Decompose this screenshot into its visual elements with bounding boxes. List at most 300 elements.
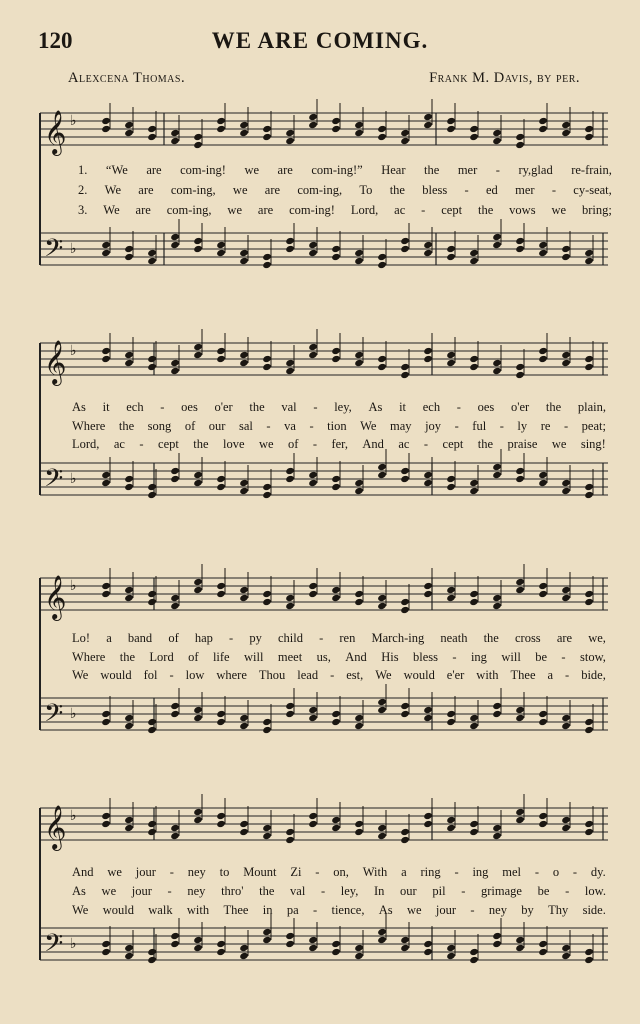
note — [331, 333, 341, 363]
note — [584, 934, 594, 964]
lyric-syllable: va — [284, 419, 296, 433]
note — [400, 223, 410, 253]
lyric-syllable: ac — [394, 203, 406, 217]
lyric-syllable: val — [281, 400, 297, 414]
lyric-syllable: e'er — [446, 668, 465, 682]
note — [216, 798, 226, 828]
note — [423, 692, 433, 722]
note — [492, 688, 502, 718]
lyric-syllable: mel — [502, 865, 521, 879]
note — [354, 235, 364, 265]
lyric-syllable: sal — [238, 419, 253, 433]
note — [216, 696, 226, 726]
note — [331, 231, 341, 261]
lyric-syllable: sing! — [580, 437, 606, 451]
note — [216, 227, 226, 257]
lyric-syllable: - — [320, 884, 326, 898]
note — [423, 333, 433, 363]
note — [492, 115, 502, 145]
note — [285, 453, 295, 483]
lyric-syllable: In — [373, 884, 385, 898]
note — [584, 341, 594, 371]
lyric-syllable: we — [244, 163, 260, 177]
note — [423, 457, 433, 487]
note — [469, 111, 479, 141]
flat-icon: ♭ — [70, 344, 77, 359]
flat-icon: ♭ — [70, 579, 77, 594]
note — [101, 333, 111, 363]
lyric-syllable: lead — [297, 668, 319, 682]
note — [515, 922, 525, 952]
note — [354, 337, 364, 367]
lyric-syllable: - — [169, 865, 174, 879]
lyric-syllable: - — [312, 903, 318, 917]
lyric-syllable: cept — [441, 203, 463, 217]
note — [584, 235, 594, 265]
note — [469, 700, 479, 730]
lyric-syllable: we — [227, 203, 242, 217]
lyric-syllable: the — [389, 183, 405, 197]
note — [515, 794, 525, 824]
note — [124, 930, 134, 960]
lyric-syllable: - — [456, 400, 461, 414]
lyric-syllable: we — [101, 884, 117, 898]
lyric-syllable: the — [118, 419, 135, 433]
lyric-syllable: fol — [143, 668, 158, 682]
lyric-syllable: “We — [105, 163, 128, 177]
treble-clef-icon: 𝄞 — [44, 577, 67, 619]
lyric-syllable: com-ing, — [166, 203, 212, 217]
lyric-syllable: ech — [422, 400, 441, 414]
note — [147, 235, 157, 265]
lyric-syllable: And — [345, 650, 367, 664]
lyric-syllable: will — [501, 650, 521, 664]
lyric-line — [72, 437, 606, 452]
note — [147, 469, 157, 499]
hymn-title: WE ARE COMING. — [211, 28, 429, 53]
note — [331, 572, 341, 602]
bass-clef-icon: 𝄢 — [44, 700, 64, 733]
lyric-syllable: plain, — [577, 400, 606, 414]
lyric-syllable: are — [257, 203, 274, 217]
lyric-syllable: ney — [488, 903, 507, 917]
page-number: 120 — [38, 28, 73, 53]
lyric-syllable: - — [330, 668, 335, 682]
note — [538, 696, 548, 726]
note — [584, 111, 594, 141]
note — [446, 231, 456, 261]
lyric-syllable: cept — [442, 437, 464, 451]
note — [101, 696, 111, 726]
flat-icon: ♭ — [70, 472, 77, 487]
note — [170, 918, 180, 948]
lyric-syllable: praise — [507, 437, 538, 451]
lyric-syllable: child — [277, 631, 303, 645]
note — [124, 700, 134, 730]
lyric-line — [72, 668, 606, 683]
lyric-syllable: are — [277, 163, 293, 177]
note — [101, 798, 111, 828]
lyric-line — [72, 419, 606, 434]
lyric-syllable: pa — [286, 903, 299, 917]
note — [446, 103, 456, 133]
lyric-syllable: our — [208, 419, 226, 433]
lyric-syllable: bide, — [581, 668, 606, 682]
lyric-syllable: And — [362, 437, 384, 451]
lyric-line — [72, 631, 606, 646]
lyric-syllable: - — [452, 650, 457, 664]
note — [584, 806, 594, 836]
lyric-syllable: stow, — [580, 650, 606, 664]
lyric-syllable: pil — [432, 884, 446, 898]
lyric-syllable: we — [551, 437, 567, 451]
note — [469, 341, 479, 371]
note — [469, 576, 479, 606]
lyric-syllable: Lord, — [72, 437, 100, 451]
lyric-syllable: the — [193, 437, 209, 451]
note — [193, 794, 203, 824]
lyric-syllable: Thee — [510, 668, 536, 682]
note — [469, 235, 479, 265]
lyric-syllable: ley, — [340, 884, 359, 898]
lyric-syllable: o'er — [510, 400, 530, 414]
note — [124, 337, 134, 367]
note — [538, 333, 548, 363]
note — [515, 119, 525, 149]
lyric-syllable: the — [477, 203, 494, 217]
lyric-syllable: ing — [470, 650, 487, 664]
lyric-syllable: be — [537, 884, 550, 898]
note — [216, 568, 226, 598]
lyric-syllable: walk — [148, 903, 173, 917]
lyric-syllable: be — [535, 650, 548, 664]
note — [423, 99, 433, 129]
lyric-syllable: of — [168, 631, 179, 645]
note — [538, 926, 548, 956]
lyric-syllable: ed — [486, 183, 498, 197]
lyric-syllable: by — [521, 903, 534, 917]
lyric-syllable: com-ing!” — [311, 163, 363, 177]
note — [446, 930, 456, 960]
lyric-syllable: - — [229, 631, 234, 645]
note — [285, 580, 295, 610]
lyric-syllable: love — [223, 437, 245, 451]
lyric-syllable: the — [249, 400, 265, 414]
note — [377, 239, 387, 269]
note — [354, 700, 364, 730]
lyric-syllable: As — [378, 903, 393, 917]
lyric-syllable: in — [262, 903, 273, 917]
note — [400, 584, 410, 614]
lyric-syllable: bless — [422, 183, 448, 197]
lyric-syllable: cept — [158, 437, 179, 451]
note — [469, 934, 479, 964]
flat-icon: ♭ — [70, 707, 77, 722]
lyric-syllable: re-frain, — [571, 163, 612, 177]
lyric-syllable: 1. — [78, 163, 88, 177]
note — [147, 934, 157, 964]
note — [193, 564, 203, 594]
note — [308, 568, 318, 598]
composer-credit: Frank M. Davis, by per. — [429, 70, 580, 86]
note — [354, 465, 364, 495]
lyric-syllable: com-ing! — [289, 203, 335, 217]
note — [308, 692, 318, 722]
lyric-syllable: And — [72, 865, 94, 879]
flat-icon: ♭ — [70, 937, 77, 952]
note — [262, 704, 272, 734]
note — [446, 572, 456, 602]
lyric-line — [78, 203, 612, 218]
lyric-syllable: - — [461, 884, 466, 898]
note — [377, 684, 387, 714]
lyric-syllable: low. — [584, 884, 606, 898]
note — [147, 806, 157, 836]
lyric-syllable: We — [360, 419, 377, 433]
lyric-syllable: ac — [113, 437, 125, 451]
note — [561, 572, 571, 602]
lyric-syllable: the — [119, 650, 135, 664]
note — [492, 580, 502, 610]
note — [515, 223, 525, 253]
lyric-syllable: mer — [515, 183, 535, 197]
lyric-syllable: ry,glad — [518, 163, 553, 177]
lyric-line — [72, 865, 606, 880]
note — [193, 457, 203, 487]
note — [446, 696, 456, 726]
note — [285, 814, 295, 844]
note — [262, 239, 272, 269]
lyric-syllable: where — [216, 668, 247, 682]
note — [124, 802, 134, 832]
note — [147, 341, 157, 371]
lyric-syllable: As — [72, 884, 86, 898]
lyric-syllable: a — [401, 865, 407, 879]
lyric-syllable: Thou — [258, 668, 286, 682]
note — [170, 580, 180, 610]
note — [101, 457, 111, 487]
lyric-syllable: - — [319, 631, 324, 645]
lyric-syllable: low — [185, 668, 205, 682]
lyric-syllable: meet — [277, 650, 303, 664]
lyric-syllable: We — [72, 903, 89, 917]
note — [400, 814, 410, 844]
note — [400, 453, 410, 483]
lyric-syllable: tion — [327, 419, 347, 433]
note — [193, 329, 203, 359]
lyric-syllable: com-ing, — [297, 183, 343, 197]
note — [262, 111, 272, 141]
lyric-syllable: Lord — [149, 650, 174, 664]
lyric-line — [78, 163, 612, 178]
note — [308, 457, 318, 487]
note — [377, 111, 387, 141]
lyric-syllable: us, — [316, 650, 331, 664]
note — [515, 692, 525, 722]
lyric-syllable: Zi — [290, 865, 302, 879]
note — [377, 341, 387, 371]
lyric-syllable: with — [186, 903, 210, 917]
lyric-syllable: dy. — [590, 865, 606, 879]
note — [216, 333, 226, 363]
note — [262, 341, 272, 371]
lyric-line — [72, 400, 606, 415]
note — [239, 465, 249, 495]
flat-icon: ♭ — [70, 114, 77, 129]
lyric-syllable: ac — [398, 437, 410, 451]
note — [561, 700, 571, 730]
note — [423, 926, 433, 956]
lyric-syllable: may — [390, 419, 412, 433]
treble-clef-icon: 𝄞 — [44, 112, 67, 154]
lyric-syllable: o — [552, 865, 560, 879]
lyric-syllable: life — [212, 650, 230, 664]
lyric-syllable: would — [403, 668, 435, 682]
note — [147, 576, 157, 606]
note — [400, 688, 410, 718]
lyric-syllable: - — [464, 183, 469, 197]
note — [561, 465, 571, 495]
note — [124, 572, 134, 602]
lyric-syllable: tience, — [331, 903, 365, 917]
lyric-syllable: song — [147, 419, 172, 433]
lyric-syllable: est, — [346, 668, 364, 682]
lyric-syllable: oes — [181, 400, 198, 414]
lyric-syllable: of — [184, 419, 196, 433]
lyric-syllable: jour — [131, 884, 152, 898]
lyric-syllable: 3. — [78, 203, 88, 217]
lyric-syllable: joy — [425, 419, 442, 433]
lyric-syllable: Hear — [381, 163, 406, 177]
note — [285, 918, 295, 948]
lyric-syllable: we — [258, 437, 274, 451]
lyric-syllable: - — [160, 400, 165, 414]
lyric-syllable: are — [264, 183, 281, 197]
lyric-syllable: ly — [517, 419, 528, 433]
note — [101, 926, 111, 956]
note — [584, 704, 594, 734]
note — [423, 227, 433, 257]
lyric-syllable: the — [483, 631, 499, 645]
lyric-syllable: mer — [457, 163, 478, 177]
lyric-syllable: hap — [194, 631, 213, 645]
note — [101, 103, 111, 133]
lyric-syllable: of — [188, 650, 199, 664]
note — [101, 227, 111, 257]
lyric-syllable: cross — [514, 631, 541, 645]
lyric-syllable: to — [219, 865, 230, 879]
lyric-syllable: our — [400, 884, 417, 898]
lyric-syllable: are — [556, 631, 573, 645]
lyric-syllable: - — [565, 668, 570, 682]
note — [216, 103, 226, 133]
note — [492, 449, 502, 479]
note — [584, 576, 594, 606]
note — [377, 449, 387, 479]
lyric-syllable: - — [167, 884, 172, 898]
note — [331, 103, 341, 133]
note — [170, 219, 180, 249]
note — [262, 914, 272, 944]
lyric-syllable: - — [534, 865, 539, 879]
lyric-syllable: - — [563, 419, 569, 433]
note — [285, 688, 295, 718]
lyric-syllable: jour — [435, 903, 457, 917]
note — [400, 349, 410, 379]
lyric-syllable: Where — [72, 419, 106, 433]
lyric-syllable: We — [375, 668, 392, 682]
note — [561, 107, 571, 137]
lyric-syllable: - — [309, 419, 314, 433]
lyric-line — [72, 903, 606, 918]
flat-icon: ♭ — [70, 242, 77, 257]
note — [308, 99, 318, 129]
lyric-syllable: As — [72, 400, 86, 414]
lyric-syllable: - — [495, 163, 500, 177]
lyric-syllable: - — [572, 865, 578, 879]
note — [515, 453, 525, 483]
note — [400, 115, 410, 145]
bass-clef-icon: 𝄢 — [44, 235, 64, 268]
lyric-syllable: - — [454, 865, 459, 879]
note — [147, 704, 157, 734]
lyric-syllable: March-ing — [371, 631, 425, 645]
note — [354, 107, 364, 137]
lyric-syllable: ring — [420, 865, 441, 879]
note — [170, 453, 180, 483]
lyric-syllable: vows — [509, 203, 536, 217]
lyric-syllable: Thy — [548, 903, 569, 917]
lyric-syllable: ney — [187, 865, 206, 879]
lyric-syllable: - — [169, 668, 174, 682]
lyric-syllable: we, — [588, 631, 606, 645]
note — [124, 231, 134, 261]
note — [469, 465, 479, 495]
note — [423, 798, 433, 828]
note — [446, 337, 456, 367]
note — [538, 798, 548, 828]
lyric-syllable: will — [244, 650, 264, 664]
lyric-syllable: we — [232, 183, 248, 197]
lyric-syllable: To — [359, 183, 373, 197]
lyric-syllable: 2. — [78, 183, 88, 197]
bass-clef-icon: 𝄢 — [44, 930, 64, 963]
note — [170, 345, 180, 375]
note — [492, 219, 502, 249]
note — [308, 227, 318, 257]
lyric-syllable: bless — [412, 650, 438, 664]
flat-icon: ♭ — [70, 809, 77, 824]
bass-clef-icon: 𝄢 — [44, 465, 64, 498]
note — [538, 103, 548, 133]
lyric-syllable: cy-seat, — [573, 183, 612, 197]
lyric-syllable: - — [421, 203, 426, 217]
lyric-syllable: jour — [135, 865, 156, 879]
lyric-syllable: Where — [72, 650, 106, 664]
lyric-syllable: re — [540, 419, 551, 433]
lyric-syllable: the — [424, 163, 440, 177]
note — [239, 337, 249, 367]
lyric-syllable: with — [476, 668, 499, 682]
note — [193, 692, 203, 722]
note — [308, 922, 318, 952]
note — [561, 337, 571, 367]
lyric-syllable: com-ing! — [180, 163, 226, 177]
lyric-syllable: With — [362, 865, 388, 879]
lyric-syllable: ing — [472, 865, 489, 879]
note — [216, 926, 226, 956]
note — [354, 930, 364, 960]
